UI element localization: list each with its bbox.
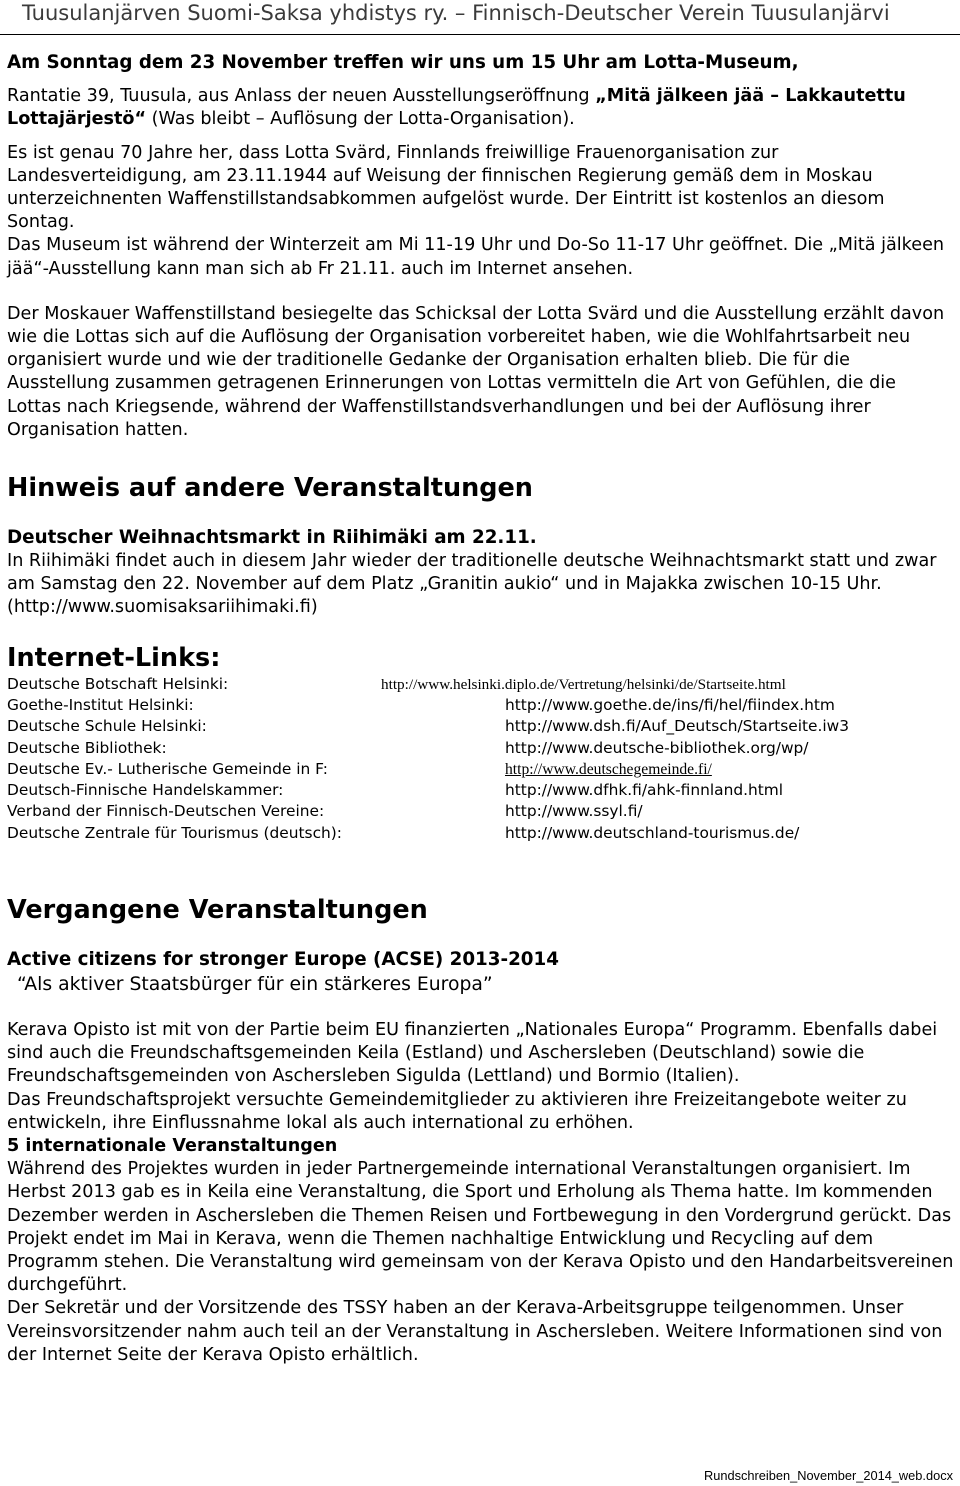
acse-subtitle: “Als aktiver Staatsbürger für ein stärkeres Europa” <box>17 974 493 996</box>
link-url[interactable]: http://www.dfhk.fi/ahk-finnland.html <box>505 781 784 800</box>
link-label: Deutsche Ev.- Lutherische Gemeinde in F: <box>7 759 328 778</box>
header-divider <box>0 34 960 35</box>
link-url[interactable]: http://www.ssyl.fi/ <box>505 802 643 821</box>
lotta-paragraph-1 <box>7 85 955 131</box>
other-events-heading: Hinweis auf andere Veranstaltungen <box>7 473 533 504</box>
link-url[interactable]: http://www.deutschland-tourismus.de/ <box>505 823 800 842</box>
link-url[interactable]: http://www.helsinki.diplo.de/Vertretung/helsinki/de/Startseite.html <box>381 675 786 693</box>
link-label: Goethe-Institut Helsinki: <box>7 695 194 714</box>
link-url[interactable]: http://www.dsh.fi/Auf_Deutsch/Startseite.iw3 <box>505 717 850 736</box>
lotta-lead: Am Sonntag dem 23 November treffen wir uns um 15 Uhr am Lotta-Museum, <box>7 52 799 73</box>
lotta-paragraph-3: Das Museum ist während der Winterzeit am Mi 11-19 Uhr und Do-So 11-17 Uhr geöffnet. Die „Mitä jälkeen jää“-Ausstellung kann man sich ab Fr 21.11. auch im Internet ansehen. <box>7 235 945 279</box>
lotta-p1-after: (Was bleibt – Auflösung der Lotta-Organisation). <box>146 109 575 130</box>
lotta-paragraph-4: Der Moskauer Waffenstillstand besiegelte das Schicksal der Lotta Svärd und die Ausstellung erzählt davon wie die Lottas sich auf die Auflösung der Organisation vorbereitet haben, wie die Wohlfahrtsarbeit neu organisiert wurde und wie der traditionelle Gedanke der Organisation erhalten blieb. Die für die Ausstellung zusammen getragenen Erinnerungen von Lottas vermitteln die Art von Gefühlen, die die Lottas nach Kriegsende, während der Waffenstillstandsverhandlungen und bei der Auflösung ihrer Organisation hatten. <box>7 303 945 440</box>
footer-filename: Rundschreiben_November_2014_web.docx <box>704 1468 953 1483</box>
acse-title: Active citizens for stronger Europe (ACSE) 2013-2014 <box>7 949 559 971</box>
acse-paragraph-2: Das Freundschaftsprojekt versuchte Gemeindemitglieder zu aktivieren ihre Freizeitangebote weiter zu entwickeln, ihre Einflussnahme lokal als auch international zu erhöhen. <box>7 1089 907 1133</box>
link-label: Verband der Finnisch-Deutschen Vereine: <box>7 802 325 821</box>
acse-paragraph-4: Der Sekretär und der Vorsitzende des TSSY haben an der Kerava-Arbeitsgruppe teilgenommen. Unser Vereinsvorsitzender nahm auch teil an der Veranstaltung in Aschersleben. Weitere Informationen sind von der Internet Seite der Kerava Opisto erhältlich. <box>7 1298 943 1365</box>
link-label: Deutsche Bibliothek: <box>7 738 167 757</box>
page-header: Tuusulanjärven Suomi-Saksa yhdistys ry. – Finnisch-Deutscher Verein Tuusulanjärvi <box>22 1 890 25</box>
link-url[interactable]: http://www.deutsche-bibliothek.org/wp/ <box>505 738 809 757</box>
link-row <box>7 823 955 844</box>
link-row <box>7 674 955 695</box>
link-row <box>7 801 955 822</box>
link-label: Deutsche Schule Helsinki: <box>7 717 207 736</box>
link-label: Deutsche Zentrale für Tourismus (deutsch): <box>7 823 342 842</box>
christmas-market-text: In Riihimäki findet auch in diesem Jahr wieder der traditionelle deutsche Weihnachtsmarkt statt und zwar am Samstag den 22. November auf dem Platz „Granitin aukio“ und in Majakka zwischen 10-15 Uhr. (http://www.suomisaksariihimaki.fi) <box>7 551 937 618</box>
acse-paragraph-3: Während des Projektes wurden in jeder Partnergemeinde international Veranstaltungen organisiert. Im Herbst 2013 gab es in Keila eine Veranstaltung, die Sport und Erholung als Thema hatte. Im kommenden Dezember werden in Aschersleben die Themen Reisen und Fortbewegung in den Vordergrund gerückt. Das Projekt endet im Mai in Kerava, wenn die Themen nachhaltige Entwicklung und Recycling auf dem Programm stehen. Die Veranstaltung wird gemeinsam von der Kerava Opisto und den Handarbeitsvereinen durchgeführt. <box>7 1159 954 1296</box>
link-row <box>7 780 955 801</box>
link-row <box>7 759 955 780</box>
international-events-heading: 5 internationale Veranstaltungen <box>7 1136 338 1157</box>
lotta-p1-before: Rantatie 39, Tuusula, aus Anlass der neuen Ausstellungseröffnung <box>7 86 596 107</box>
link-label: Deutsch-Finnische Handelskammer: <box>7 781 284 800</box>
past-events-heading: Vergangene Veranstaltungen <box>7 895 428 926</box>
internet-links-heading: Internet-Links: <box>7 642 221 673</box>
exhibition-title: „Mitä jälkeen jää – Lakkautettu Lottajärjestö“ <box>7 86 906 130</box>
document-body <box>7 51 955 1367</box>
internet-links-list <box>7 674 955 844</box>
link-url[interactable]: http://www.deutschegemeinde.fi/ <box>505 760 712 778</box>
link-url[interactable]: http://www.goethe.de/ins/fi/hel/fiindex.htm <box>505 695 835 714</box>
link-row <box>7 738 955 759</box>
lotta-paragraph-2: Es ist genau 70 Jahre her, dass Lotta Svärd, Finnlands freiwillige Frauenorganisation zur Landesverteidigung, am 23.11.1944 auf Weisung der finnischen Regierung gemäß dem in Moskau unterzeichnenten Waffenstillstandsabkommen aufgelöst wurde. Der Eintritt ist kostenlos an diesom Sontag. <box>7 142 885 233</box>
christmas-market-heading: Deutscher Weihnachtsmarkt in Riihimäki am 22.11. <box>7 527 537 549</box>
link-row <box>7 695 955 716</box>
link-row <box>7 716 955 737</box>
acse-paragraph-1: Kerava Opisto ist mit von der Partie beim EU finanzierten „Nationales Europa“ Programm. Ebenfalls dabei sind auch die Freundschaftsgemeinden Keila (Estland) und Aschersleben (Deutschland) sowie die Freundschaftsgemeinden von Aschersleben Sigulda (Lettland) und Bormio (Italien). <box>7 1020 938 1087</box>
link-label: Deutsche Botschaft Helsinki: <box>7 674 229 693</box>
